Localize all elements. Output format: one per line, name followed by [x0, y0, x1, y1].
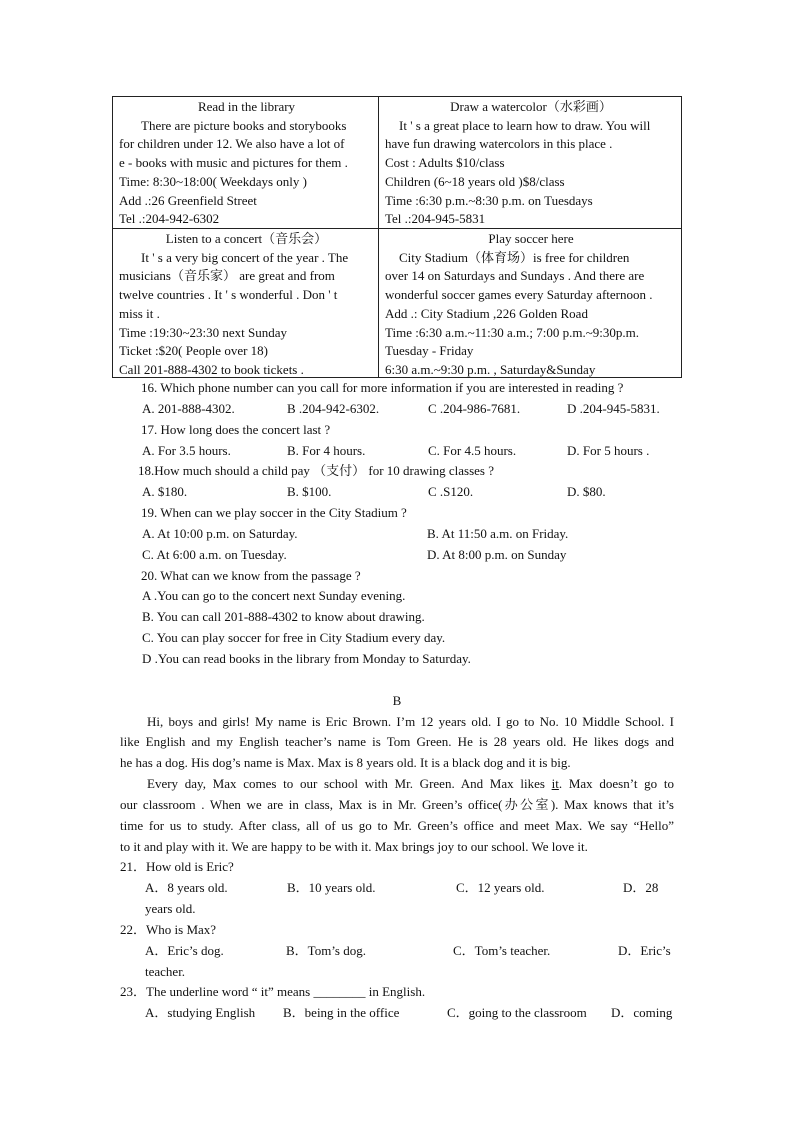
passage-line: time for us to study. After class, all of us go to Mr. Green’s office and meet Max. We say “Hello”: [120, 817, 674, 833]
option-a: A. $180.: [142, 484, 188, 500]
option-d-wrap: teacher.: [145, 963, 186, 979]
option-d: D .You can read books in the library from Monday to Saturday.: [142, 650, 471, 666]
questions-section: [0, 378, 794, 1024]
passage-text: . Max doesn’t go to: [558, 776, 674, 792]
cell-title: Draw a watercolor（水彩画）: [450, 99, 612, 114]
cell-line: It ' s a very big concert of the year . The: [141, 249, 349, 265]
cell-line: e - books with music and pictures for them .: [119, 155, 348, 171]
cell-line: wonderful soccer games every Saturday afternoon .: [385, 287, 653, 303]
cell-line: for children under 12. We also have a lot of: [119, 136, 345, 152]
question-19: 19. When can we play soccer in the City Stadium ?: [141, 505, 407, 521]
cell-line: Children (6~18 years old )$8/class: [385, 173, 565, 189]
cell-line: It ' s a great place to learn how to draw. You will: [399, 117, 651, 133]
cell-line: Call 201-888-4302 to book tickets .: [119, 361, 304, 377]
option-c: C. At 6:00 a.m. on Tuesday.: [142, 546, 287, 562]
underlined-word: it: [551, 776, 559, 792]
option-b: B．10 years old.: [287, 880, 376, 896]
cell-concert: [119, 230, 374, 380]
cell-title: Read in the library: [197, 99, 296, 114]
passage-line: like English and my English teacher’s name is Tom Green. He is 28 years old. He likes dogs and: [120, 734, 674, 750]
cell-line: Time: 8:30~18:00( Weekdays only ): [119, 173, 307, 189]
cell-line: Time :6:30 a.m.~11:30 a.m.; 7:00 p.m.~9:30p.m.: [385, 324, 639, 340]
option-b: B. You can call 201-888-4302 to know about drawing.: [142, 609, 425, 625]
question-20: 20. What can we know from the passage ?: [141, 567, 361, 583]
option-c: C．going to the classroom: [447, 1005, 587, 1021]
option-a: A．8 years old.: [145, 880, 228, 896]
info-table: [112, 96, 682, 378]
option-b: B．Tom’s dog.: [286, 942, 366, 958]
passage-line: to it and play with it. We are happy to be with it. Max brings joy to our school. We love it.: [120, 838, 588, 854]
cell-line: Tel .:204-942-6302: [119, 211, 220, 227]
option-c: C．Tom’s teacher.: [453, 942, 551, 958]
cell-line: twelve countries . It ' s wonderful . Don ' t: [119, 287, 338, 303]
option-d-wrap: years old.: [145, 901, 196, 917]
option-c: C .S120.: [428, 484, 474, 500]
option-b: B. At 11:50 a.m. on Friday.: [427, 525, 569, 541]
option-a: A. 201-888-4302.: [142, 400, 235, 416]
cell-soccer: [385, 230, 677, 380]
question-17: 17. How long does the concert last ?: [141, 421, 331, 437]
option-a: A. At 10:00 p.m. on Saturday.: [142, 525, 298, 541]
question-18: 18.How much should a child pay （支付） for 10 drawing classes ?: [138, 463, 494, 479]
passage-line: our classroom . When we are in class, Max is in Mr. Green’s office(办公室). Max knows that it’s: [120, 796, 674, 812]
option-a: A．studying English: [145, 1005, 256, 1021]
passage-line: Hi, boys and girls! My name is Eric Brown. I’m 12 years old. I go to No. 10 Middle School. I: [147, 713, 674, 729]
option-b: B．being in the office: [283, 1005, 400, 1021]
question-16: 16. Which phone number can you call for more information if you are interested in reading ?: [141, 380, 624, 395]
cell-library: [119, 98, 374, 229]
option-b: B. $100.: [287, 484, 332, 500]
option-b: B. For 4 hours.: [287, 442, 366, 458]
cell-line: Cost : Adults $10/class: [385, 155, 505, 171]
passage-line: he has a dog. His dog’s name is Max. Max is 8 years old. It is a black dog and it is big.: [120, 755, 571, 771]
passage-line: [120, 774, 674, 795]
section-b-heading: B: [392, 692, 402, 708]
cell-line: over 14 on Saturdays and Sundays . And there are: [385, 268, 645, 284]
cell-line: have fun drawing watercolors in this place .: [385, 136, 613, 152]
question-21: 21．How old is Eric?: [120, 859, 234, 875]
question-23: 23．The underline word “ it” means ________ in English.: [120, 984, 426, 1000]
option-c: C .204-986-7681.: [428, 400, 521, 416]
cell-line: City Stadium（体育场）is free for children: [399, 249, 630, 265]
option-d: D．Eric’s: [618, 942, 671, 958]
option-c: C．12 years old.: [456, 880, 545, 896]
cell-line: Time :6:30 p.m.~8:30 p.m. on Tuesdays: [385, 192, 593, 208]
cell-line: 6:30 a.m.~9:30 p.m. , Saturday&Sunday: [385, 361, 596, 377]
question-22: 22．Who is Max?: [120, 921, 217, 937]
option-c: C. You can play soccer for free in City Stadium every day.: [142, 630, 446, 646]
option-d: D．coming: [611, 1005, 673, 1021]
cell-line: There are picture books and storybooks: [141, 117, 347, 133]
option-d: D .204-945-5831.: [567, 400, 660, 416]
option-b: B .204-942-6302.: [287, 400, 380, 416]
option-d: D．28: [623, 880, 659, 896]
cell-line: musicians（音乐家） are great and from: [119, 268, 335, 284]
cell-line: miss it .: [119, 305, 160, 321]
cell-line: Ticket :$20( People over 18): [119, 343, 268, 359]
passage-text: Every day, Max comes to our school with Mr. Green. And Max likes: [147, 776, 552, 792]
option-d: D. For 5 hours .: [567, 442, 650, 458]
cell-line: Tel .:204-945-5831: [385, 211, 486, 227]
option-c: C. For 4.5 hours.: [428, 442, 517, 458]
cell-watercolor: [385, 98, 677, 229]
table-divider: [378, 97, 379, 377]
cell-line: Time :19:30~23:30 next Sunday: [119, 324, 287, 340]
option-a: A. For 3.5 hours.: [142, 442, 231, 458]
option-d: D. $80.: [567, 484, 606, 500]
option-a: A .You can go to the concert next Sunday evening.: [142, 588, 406, 604]
cell-title: Listen to a concert（音乐会）: [165, 231, 328, 246]
cell-line: Add .: City Stadium ,226 Golden Road: [385, 305, 588, 321]
cell-line: Tuesday - Friday: [385, 343, 474, 359]
option-d: D. At 8:00 p.m. on Sunday: [427, 546, 567, 562]
cell-title: Play soccer here: [488, 231, 574, 246]
cell-line: Add .:26 Greenfield Street: [119, 192, 257, 208]
option-a: A．Eric’s dog.: [145, 942, 224, 958]
